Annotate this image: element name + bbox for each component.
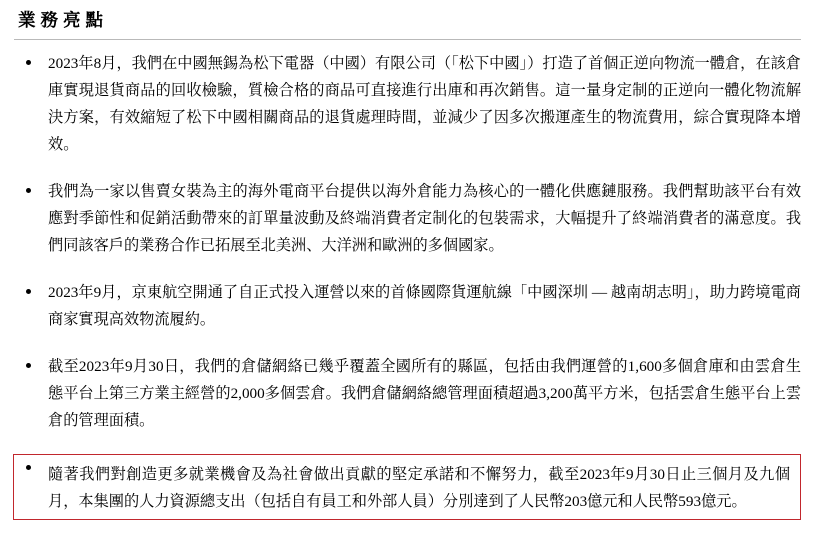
list-item [14,50,801,158]
bullet-text: 我們為一家以售賣女裝為主的海外電商平台提供以海外倉能力為核心的一體化供應鏈服務。我們幫助該平台有效應對季節性和促銷活動帶來的訂單量波動及終端消費者定制化的包裝需求，大幅提升了終端消費者的滿意度。我們同該客戶的業務合作已拓展至北美洲、大洋洲和歐洲的多個國家。 [48,182,801,254]
page-title: 業務亮點 [18,10,108,30]
bullet-text: 隨著我們對創造更多就業機會及為社會做出貢獻的堅定承諾和不懈努力，截至2023年9月30日止三個月及九個月，本集團的人力資源總支出（包括自有員工和外部人員）分別達到了人民幣203億元和人民幣593億元。 [48,466,791,511]
title-divider [14,39,801,40]
highlights-list [14,50,801,521]
bullet-text: 2023年9月，京東航空開通了自正式投入運營以來的首條國際貨運航線「中國深圳 — 越南胡志明」，助力跨境電商商家實現高效物流履約。 [48,283,801,328]
bullet-text: 截至2023年9月30日，我們的倉儲網絡已幾乎覆蓋全國所有的縣區，包括由我們運營的1,600多個倉庫和由雲倉生態平台上第三方業主經營的2,000多個雲倉。我們倉儲網絡總管理面積超過3,200萬平方米，包括雲倉生態平台上雲倉的管理面積。 [48,357,801,430]
list-item [14,178,801,259]
list-item-highlighted [13,454,801,520]
list-item [14,353,801,434]
bullet-text: 2023年8月，我們在中國無錫為松下電器（中國）有限公司（「松下中國」）打造了首個正逆向物流一體倉，在該倉庫實現退貨商品的回收檢驗，質檢合格的商品可直接進行出庫和再次銷售。這一量身定制的正逆向一體化物流解決方案，有效縮短了松下中國相關商品的退貨處理時間，並減少了因多次搬運產生的物流費用，綜合實現降本增效。 [48,54,801,153]
list-item [14,279,801,333]
